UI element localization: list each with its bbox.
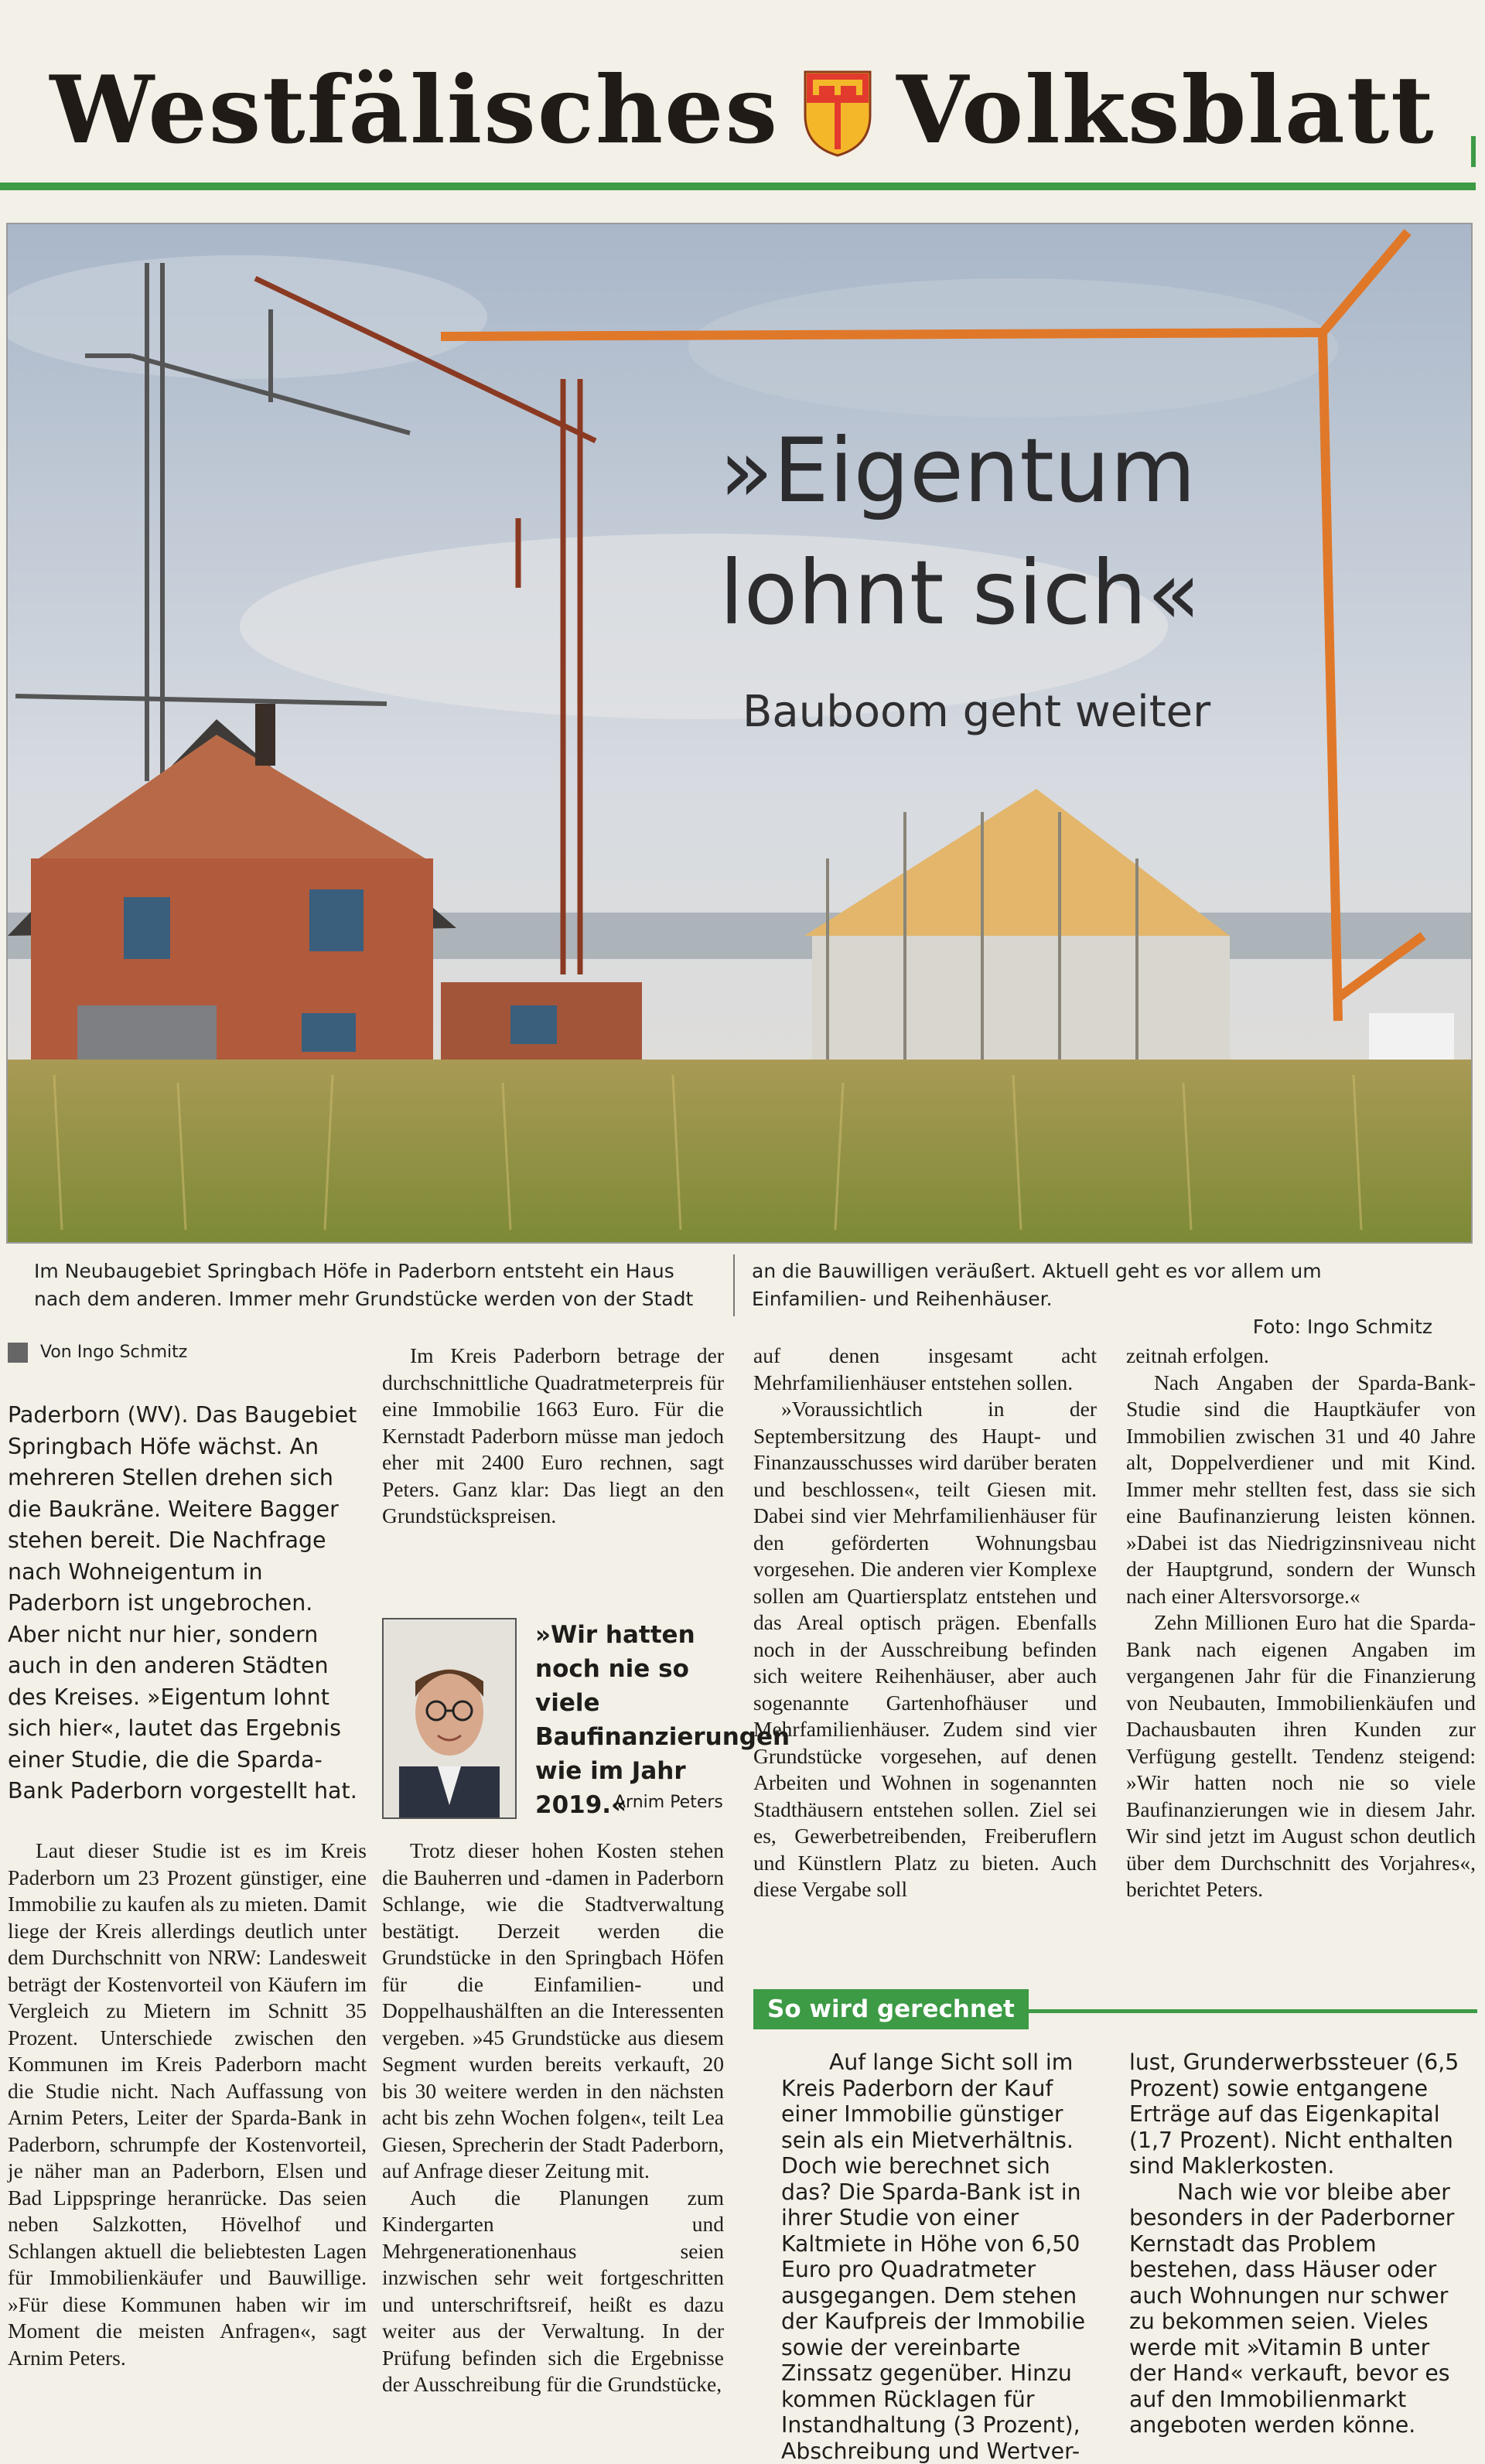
col3-paragraph-2: »Voraussichtlich in der Septembersitzung des Haupt- und Finanzausschusses wird darüber beraten und beschlossen«, teilt Giesen mit. Dabei sind vier Mehrfamilienhäuser für den geförderten Wohnungsbau vorgesehen. Die anderen vier Komplexe sollen am Quartiersplatz entstehen und das Areal optisch prägen. Ebenfalls noch in der Ausschreibung befinden sich weitere Reihenhäuser, aber auch sogenannte Gartenhofhäuser und Mehrfamilienhäuser. Zudem sind vier Grundstücke vorgesehen, auf denen Arbeiten und Wohnen in sogenannten Stadthäusern entstehen sollen. Ziel sei es, Gewerbetreibenden, Freiberuflern und Künstlern Platz zu bieten. Auch diese Vergabe soll <box>753 1397 1097 1901</box>
infobox-left-text: Auf lange Sicht soll im Kreis Paderborn der Kauf einer Immobilie günstiger sein als ein Mietverhältnis. Doch wie berechnet sich das? Die Sparda-Bank ist in ihrer Studie von einer Kaltmiete in Höhe von 6,50 Euro pro Quadratmeter ausgegangen. Dem stehen der Kaufpreis der Immobilie sowie der vereinbarte Zinssatz gegenüber. Hinzu kommen Rücklagen für Instandhaltung (3 Prozent), Abschreibung und Wertver- <box>781 2049 1086 2464</box>
newspaper-title <box>0 56 1485 165</box>
col4-paragraph-3: Zehn Millionen Euro hat die Sparda-Bank nach eigenen Angaben im vergangenen Jahr für die Finanzierung von Neubauten, Immobilienkäufen und Dachausbauten ihren Kunden zur Verfügung gestellt. Tendenz steigend: »Wir hatten noch nie so viele Baufinanzierungen wie in diesem Jahr. Wir sind jetzt im August schon deutlich über dem Durchschnitt des Vorjahres«, berichtet Peters. <box>1126 1610 1476 1901</box>
headline-line-1: »Eigentum <box>719 419 1197 522</box>
headline <box>719 410 1369 737</box>
col3-paragraph-1: auf denen insgesamt acht Mehrfamilienhäuser entstehen sollen. <box>753 1343 1097 1394</box>
title-right: Volksblatt <box>896 56 1436 165</box>
col2-bottom-paragraph-1: Trotz dieser hohen Kosten stehen die Bauherren und -damen in Paderborn Schlange, wie die Stadtverwaltung bestätigt. Derzeit werden die Grundstücke in den Springbach Höfen für die Einfamilien- und Doppelhaushälften an die Interessenten vergeben. »45 Grundstücke aus diesem Segment wurden bereits verkauft, 20 bis 30 weitere werden in den nächsten acht bis zehn Wochen folgen«, teilt Lea Giesen, Sprecherin der Stadt Paderborn, auf Anfrage dieser Zeitung mit. <box>382 1838 724 2182</box>
byline <box>8 1343 187 1363</box>
quote-author: Arnim Peters <box>614 1793 723 1812</box>
infobox-right-paragraph-1: lust, Grunderwerbssteuer (6,5 Prozent) sowie entgangene Erträge auf das Eigenkapital (1,7 Prozent). Nicht enthalten sind Maklerkosten. <box>1129 2049 1459 2179</box>
headline-subtitle: Bauboom geht weiter <box>742 687 1211 737</box>
photo-credit: Foto: Ingo Schmitz <box>1252 1316 1432 1338</box>
lead-paragraph <box>8 1400 367 1807</box>
article-column-3 <box>753 1343 1097 1903</box>
photo-caption-right <box>752 1258 1432 1341</box>
col2-top-paragraph: Im Kreis Paderborn betrage der durchschnittliche Quadratmeterpreis für eine Immobilie 1663 Euro. Für die Kernstadt Paderborn müsse man jedoch eher mit 2400 Euro rechnen, sagt Peters. Ganz klar: Das liegt an den Grundstückspreisen. <box>382 1343 724 1527</box>
headline-line-2: lohnt sich« <box>719 541 1201 644</box>
caption-right-text: an die Bauwilligen veräußert. Aktuell geht es vor allem um Einfamilien- und Reihenhäuser. <box>752 1260 1322 1310</box>
article-column-1 <box>8 1838 367 2371</box>
infobox-right-paragraph-2: Nach wie vor bleibe aber besonders in der Paderborner Kernstadt das Problem bestehen, dass Häuser oder auch Wohnungen nur schwer zu bekommen seien. Vieles werde mit »Vitamin B unter der Hand« verkauft, bevor es auf den Immobilienmarkt angeboten werden könne. <box>1129 2179 1455 2438</box>
masthead-rule <box>0 183 1476 190</box>
article-column-2-bottom <box>382 1838 724 2398</box>
article-column-2-top <box>382 1343 724 1530</box>
masthead <box>0 0 1485 193</box>
infobox-title: So wird gerechnet <box>753 1989 1029 2029</box>
article-column-4 <box>1126 1343 1476 1903</box>
title-left: Westfälisches <box>50 56 780 165</box>
caption-divider <box>733 1254 735 1316</box>
photo-caption-left: Im Neubaugebiet Springbach Höfe in Paderborn entsteht ein Haus nach dem anderen. Immer mehr Grundstücke werden von der Stadt <box>34 1260 694 1310</box>
byline-text: Von Ingo Schmitz <box>40 1343 188 1362</box>
lead-photo <box>6 223 1473 1244</box>
col2-bottom-paragraph-2: Auch die Planungen zum Kindergarten und Mehrgenerationenhaus seien inzwischen sehr weit fortgeschritten und unterschriftsreif, heißt es dazu weiter aus der Verwaltung. In der Prüfung befinden sich die Ergebnisse der Ausschreibung für die Grundstücke, <box>382 2185 724 2396</box>
quote-box <box>382 1618 790 1827</box>
infobox-column-right <box>1129 2049 1470 2438</box>
masthead-accent <box>1471 136 1476 167</box>
infobox-column-left <box>781 2049 1098 2464</box>
pull-quote: »Wir hatten noch nie so viele Baufinanzierungen wie im Jahr 2019.« <box>535 1621 790 1819</box>
col4-paragraph-1: zeitnah erfolgen. <box>1126 1343 1269 1367</box>
portrait-photo <box>382 1618 517 1819</box>
byline-square-icon <box>8 1343 28 1363</box>
col1-paragraph: Laut dieser Studie ist es im Kreis Paderborn um 23 Prozent günstiger, eine Immobilie zu kaufen als zu mieten. Damit liege der Kreis allerdings deutlich unter dem Durchschnitt von NRW: Landesweit beträgt der Kostenvorteil von Käufern im Vergleich zu Mietern im Schnitt 35 Prozent. Unterschiede zwischen den Kommunen im Kreis Paderborn macht die Studie nicht. Nach Auffassung von Arnim Peters, Leiter der Sparda-Bank in Paderborn, schrumpfe der Kostenvorteil, je näher man an Paderborn, Elsen und Bad Lippspringe heranrücke. Das seien neben Salzkotten, Hövelhof und Schlangen aktuell die beliebtesten Lagen für Immobilienkäufer und Bauwillige. »Für diese Kommunen haben wir im Moment die meisten Anfragen«, sagt Arnim Peters. <box>8 1838 367 2370</box>
coat-of-arms-icon <box>802 69 873 159</box>
lead-text: Paderborn (WV). Das Baugebiet Springbach Höfe wächst. An mehreren Stellen drehen sich die Baukräne. Weitere Bagger stehen bereit. Die Nachfrage nach Wohneigentum in Paderborn ist ungebrochen. Aber nicht nur hier, sondern auch in den anderen Städten des Kreises. »Eigentum lohnt sich hier«, lautet das Ergebnis einer Studie, die die Sparda-Bank Paderborn vorgestellt hat. <box>8 1402 357 1804</box>
col4-paragraph-2: Nach Angaben der Sparda-Bank-Studie sind die Hauptkäufer von Immobilien zwischen 31 und 40 Jahre alt, Doppelverdiener und mit Kind. Immer mehr stellten fest, dass sie sich eine Baufinanzierung leisten können. »Dabei ist das Niedrigzinsniveau nicht der Hauptgrund, sondern der Wunsch nach einer Altersvorsorge.« <box>1126 1370 1476 1608</box>
